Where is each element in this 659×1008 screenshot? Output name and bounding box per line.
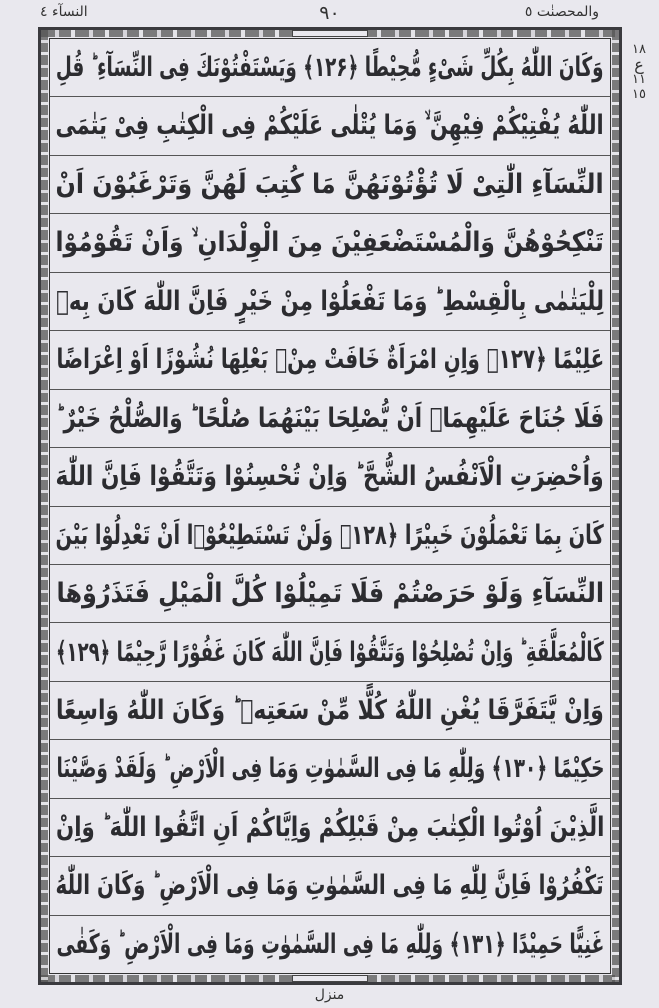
verse-text: كَانَ بِمَا تَعْمَلُوْنَ خَبِیْرًا ﴿۱۲۸﴾ وَلَنْ تَسْتَطِیْعُوْۤا اَنْ تَعْدِلُوْا بَیْنَ (55, 519, 605, 551)
verse-text: النِّسَآءِ وَلَوْ حَرَصْتُمْ فَلَا تَمِیْلُوْا كُلَّ الْمَیْلِ فَتَذَرُوْهَا (56, 578, 604, 610)
verse-text: تَكْفُرُوْا فَاِنَّ لِلّٰهِ مَا فِی السَّمٰوٰتِ وَمَا فِی الْاَرْضِ ؕ وَكَانَ اللّٰهُ (55, 870, 605, 902)
verse-text: عَلِیْمًا ﴿۱۲۷﴾ وَاِنِ امْرَاَةٌ خَافَتْ مِنْۢ بَعْلِهَا نُشُوْزًا اَوْ اِعْرَاضًا (56, 344, 604, 376)
ornament-center-top (292, 30, 368, 37)
text-line (50, 97, 610, 155)
text-line (50, 214, 610, 272)
manzil-label: منزل (314, 987, 345, 1003)
surah-title: النسآء ٤ (40, 4, 88, 20)
text-line (50, 623, 610, 681)
text-line (50, 565, 610, 623)
verse-text: حَكِیْمًا ﴿۱۳۰﴾ وَلِلّٰهِ مَا فِی السَّمٰوٰتِ وَمَا فِی الْاَرْضِ ؕ وَلَقَدْ وَصَّیْنَا (56, 753, 604, 785)
text-line (50, 156, 610, 214)
ornament-border-left (41, 30, 48, 982)
ornament-border-right (612, 30, 619, 982)
text-line (50, 448, 610, 506)
text-area (49, 38, 611, 974)
page-frame (38, 27, 622, 985)
verse-text: وَاُحْضِرَتِ الْاَنْفُسُ الشُّحَّ ؕ وَاِنْ تُحْسِنُوْا وَتَتَّقُوْا فَاِنَّ اللّٰهَ (55, 461, 605, 493)
verse-text: الَّذِیْنَ اُوْتُوا الْكِتٰبَ مِنْ قَبْلِكُمْ وَاِیَّاكُمْ اَنِ اتَّقُوا اللّٰهَ ؕ وَاِنْ (55, 811, 605, 843)
text-line (50, 740, 610, 798)
text-line (50, 857, 610, 915)
ruku-number-middle: ١١ (632, 72, 646, 87)
text-line (50, 507, 610, 565)
verse-text: تَنْكِحُوْهُنَّ وَالْمُسْتَضْعَفِیْنَ مِنَ الْوِلْدَانِ ۙ وَاَنْ تَقُوْمُوْا (55, 227, 605, 259)
ruku-symbol: ع (634, 55, 644, 74)
verse-text: كَالْمُعَلَّقَةِ ؕ وَاِنْ تُصْلِحُوْا وَتَتَّقُوْا فَاِنَّ اللّٰهَ كَانَ غَفُوْرًا رَّحِیْمًا ﴿۱۲۹﴾ (56, 636, 604, 668)
text-line (50, 390, 610, 448)
verse-text: وَاِنْ یَّتَفَرَّقَا یُغْنِ اللّٰهُ كُلًّا مِّنْ سَعَتِهٖ ؕ وَكَانَ اللّٰهُ وَاسِعًا (56, 695, 604, 727)
ruku-number-bottom: ١٥ (632, 87, 646, 102)
page-number: ٩٠ (319, 2, 340, 24)
text-line (50, 273, 610, 331)
verse-text: النِّسَآءِ الّٰتِیْ لَا تُؤْتُوْنَهُنَّ مَا كُتِبَ لَهُنَّ وَتَرْغَبُوْنَ اَنْ (55, 169, 605, 201)
verse-text: فَلَا جُنَاحَ عَلَیْهِمَاۤ اَنْ یُّصْلِحَا بَیْنَهُمَا صُلْحًا ؕ وَالصُّلْحُ خَیْرٌ ؕ (55, 402, 605, 434)
text-line (50, 331, 610, 389)
verse-text: وَكَانَ اللّٰهُ بِكُلِّ شَیْءٍ مُّحِیْطًا ﴿۱۲۶﴾ وَیَسْتَفْتُوْنَكَ فِی النِّسَآءِ ؕ قُلِ (56, 52, 604, 84)
text-line (50, 916, 610, 973)
juz-title: والمحصنٰت ٥ (524, 4, 599, 20)
text-line (50, 682, 610, 740)
ruku-number-top: ١٨ (632, 42, 646, 57)
verse-text: اللّٰهُ یُفْتِیْكُمْ فِیْهِنَّ ۙ وَمَا یُتْلٰی عَلَیْكُمْ فِی الْكِتٰبِ فِیْ یَتٰمَی (55, 110, 605, 142)
verse-text: غَنِیًّا حَمِیْدًا ﴿۱۳۱﴾ وَلِلّٰهِ مَا فِی السَّمٰوٰتِ وَمَا فِی الْاَرْضِ ؕ وَكَفٰی (56, 928, 604, 960)
text-line (50, 39, 610, 97)
ruku-marker (624, 42, 654, 102)
text-line (50, 799, 610, 857)
ornament-center-bottom (292, 975, 368, 982)
verse-text: لِلْیَتٰمٰی بِالْقِسْطِ ؕ وَمَا تَفْعَلُوْا مِنْ خَیْرٍ فَاِنَّ اللّٰهَ كَانَ بِهٖ (55, 285, 605, 317)
